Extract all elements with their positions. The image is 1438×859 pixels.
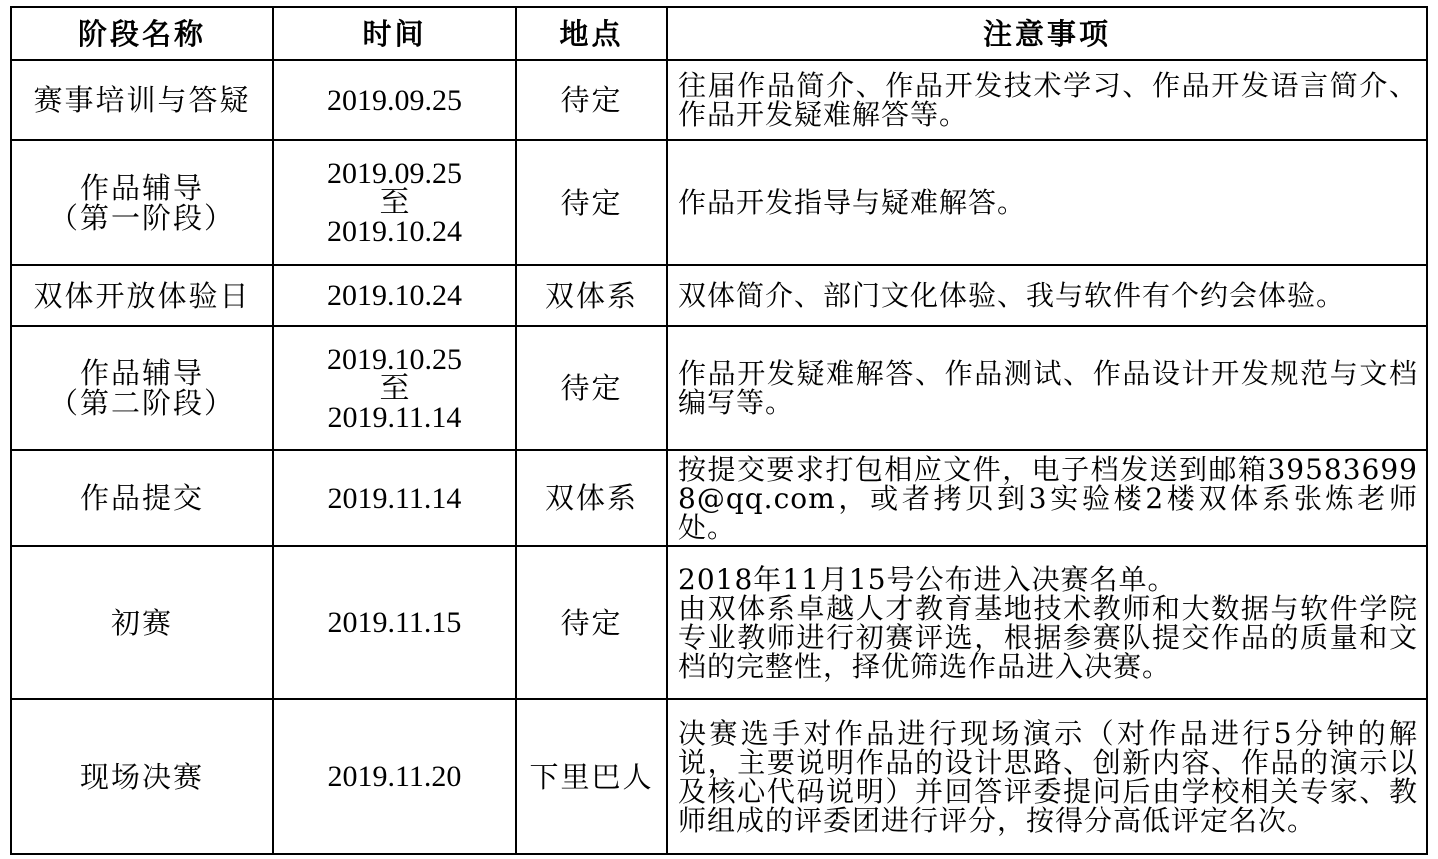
place-cell: 双体系 (516, 265, 667, 326)
notes-line: 作品开发疑难解答、作品测试、作品设计开发规范与文档编写等。 (678, 357, 1418, 419)
stage-line: 作品辅导 (79, 356, 204, 390)
notes-line: 按提交要求打包相应文件，电子档发送到邮箱395836998@qq.com，或者拷贝到3实验楼2楼双体系张炼老师处。 (678, 452, 1418, 544)
time-cell (273, 546, 516, 699)
notes-cell (667, 450, 1427, 546)
notes-line: 决赛选手对作品进行现场演示（对作品进行5分钟的解说，主要说明作品的设计思路、创新内容、作品的演示以及核心代码说明）并回答评委提问后由学校相关专家、教师组成的评委团进行评分，按得分高低评定名次。 (678, 716, 1418, 837)
table-row (11, 140, 1427, 265)
stage-line: 双体开放体验日 (33, 278, 251, 313)
stage-cell (11, 60, 273, 140)
place-cell: 待定 (516, 140, 667, 265)
notes-line: 2018年11月15号公布进入决赛名单。 (678, 562, 1177, 596)
stage-cell (11, 546, 273, 699)
stage-cell (11, 140, 273, 265)
table-row (11, 699, 1427, 854)
notes-cell (667, 140, 1427, 265)
time-line: 2019.11.20 (327, 760, 462, 793)
header-time: 时间 (273, 7, 516, 60)
table-row (11, 450, 1427, 546)
table-row (11, 265, 1427, 326)
time-cell (273, 140, 516, 265)
time-line: 2019.10.25 (327, 342, 462, 376)
stage-line: （第二阶段） (48, 386, 235, 420)
notes-line: 双体简介、部门文化体验、我与软件有个约会体验。 (678, 279, 1346, 312)
stage-line: 初赛 (110, 605, 173, 640)
notes-cell (667, 546, 1427, 699)
header-notes: 注意事项 (667, 7, 1427, 60)
time-line: 至 (379, 186, 410, 219)
notes-cell (667, 265, 1427, 326)
time-line: 2019.09.25 (327, 157, 462, 190)
place-cell: 双体系 (516, 450, 667, 546)
time-line: 2019.09.25 (327, 83, 462, 117)
header-stage: 阶段名称 (11, 7, 273, 60)
schedule-table (10, 6, 1428, 855)
table-row (11, 60, 1427, 140)
place-cell: 待定 (516, 546, 667, 699)
time-line: 2019.11.14 (327, 400, 462, 434)
notes-cell (667, 326, 1427, 450)
place-cell: 待定 (516, 326, 667, 450)
stage-cell (11, 326, 273, 450)
table-row (11, 326, 1427, 450)
stage-line: （第一阶段） (48, 200, 235, 235)
notes-cell (667, 60, 1427, 140)
place-cell: 待定 (516, 60, 667, 140)
time-line: 2019.11.14 (327, 481, 462, 515)
time-line: 2019.10.24 (327, 215, 462, 248)
notes-line: 往届作品简介、作品开发技术学习、作品开发语言简介、作品开发疑难解答等。 (678, 69, 1418, 131)
table-row (11, 546, 1427, 699)
stage-cell (11, 265, 273, 326)
time-cell (273, 265, 516, 326)
time-cell (273, 326, 516, 450)
time-line: 2019.11.15 (327, 606, 462, 639)
time-line: 至 (379, 371, 410, 405)
stage-line: 现场决赛 (79, 759, 204, 794)
notes-line: 作品开发指导与疑难解答。 (678, 186, 1027, 219)
header-row (11, 7, 1427, 60)
place-cell: 下里巴人 (516, 699, 667, 854)
stage-line: 作品辅导 (79, 170, 204, 205)
stage-line: 作品提交 (79, 481, 204, 515)
time-line: 2019.10.24 (327, 279, 462, 312)
time-cell (273, 60, 516, 140)
stage-cell (11, 699, 273, 854)
notes-cell (667, 699, 1427, 854)
time-cell (273, 699, 516, 854)
stage-line: 赛事培训与答疑 (33, 83, 251, 117)
time-cell (273, 450, 516, 546)
header-place: 地点 (516, 7, 667, 60)
stage-cell (11, 450, 273, 546)
notes-line: 由双体系卓越人才教育基地技术教师和大数据与软件学院专业教师进行初赛评选，根据参赛队提交作品的质量和文档的完整性，择优筛选作品进入决赛。 (678, 591, 1418, 683)
